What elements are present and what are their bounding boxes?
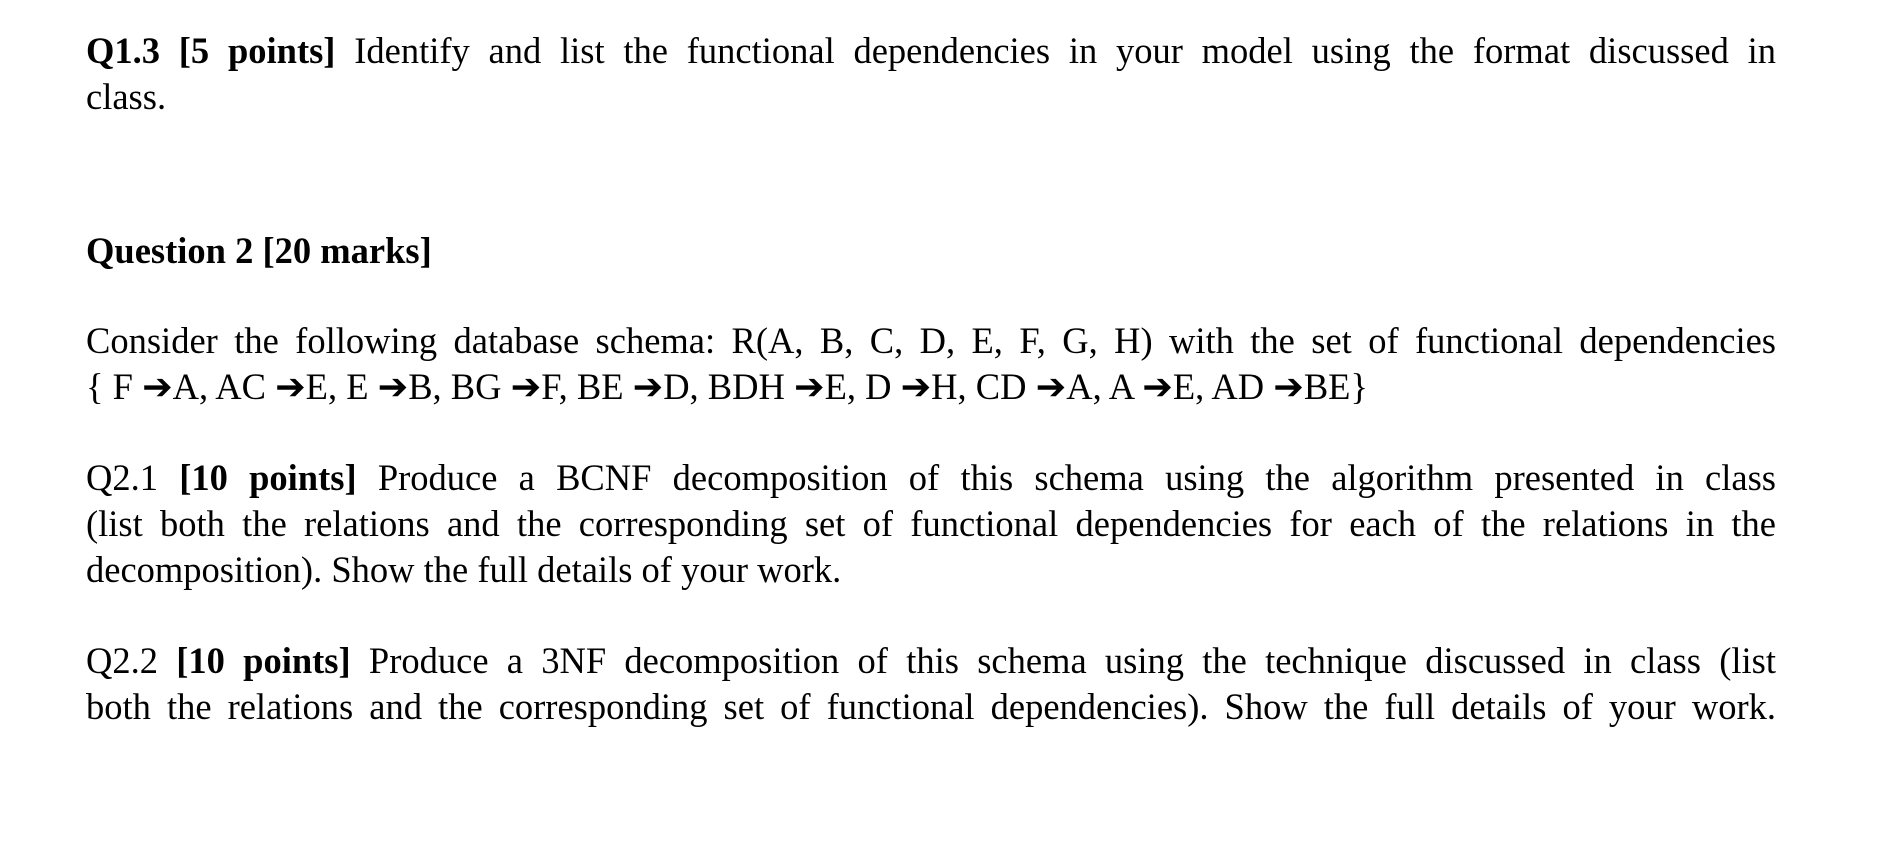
question-1-3-label: Q1.3 [5 points] bbox=[86, 30, 336, 71]
question-1-3-text: Identify and list the functional dependencies in your model using the format discussed in bbox=[335, 30, 1776, 71]
question-2-2-line-1 bbox=[86, 638, 1776, 684]
question-2-2-points: [10 points] bbox=[176, 640, 351, 681]
functional-dependencies-set: { F ➔A, AC ➔E, E ➔B, BG ➔F, BE ➔D, BDH ➔E, D ➔H, CD ➔A, A ➔E, AD ➔BE} bbox=[86, 366, 1368, 407]
question-2-1 bbox=[86, 455, 1776, 593]
question-2-1-line-3: decomposition). Show the full details of your work. bbox=[86, 549, 842, 590]
question-2-intro-line-1: Consider the following database schema: R(A, B, C, D, E, F, G, H) with the set of functional dependencies bbox=[86, 320, 1776, 361]
question-2-1-number: Q2.1 bbox=[86, 457, 180, 498]
question-2-1-text: Produce a BCNF decomposition of this schema using the algorithm presented in class bbox=[356, 457, 1776, 498]
question-2-2-line-2: both the relations and the corresponding set of functional dependencies). Show the full details of your work. bbox=[86, 686, 1776, 727]
question-1-3-line-2: class. bbox=[86, 76, 167, 117]
question-2-1-points: [10 points] bbox=[179, 457, 357, 498]
question-2-2-text: Produce a 3NF decomposition of this schema using the technique discussed in class (list bbox=[350, 640, 1777, 681]
question-2-2 bbox=[86, 638, 1776, 730]
document-page bbox=[86, 28, 1776, 730]
question-2-heading: Question 2 [20 marks] bbox=[86, 230, 432, 271]
question-2-intro bbox=[86, 318, 1776, 410]
question-1-3 bbox=[86, 28, 1776, 120]
question-2-1-line-1 bbox=[86, 455, 1776, 501]
question-1-3-line-1 bbox=[86, 28, 1776, 74]
question-2-1-line-2: (list both the relations and the corresponding set of functional dependencies for each of the relations in the bbox=[86, 503, 1776, 544]
question-2-2-number: Q2.2 bbox=[86, 640, 177, 681]
